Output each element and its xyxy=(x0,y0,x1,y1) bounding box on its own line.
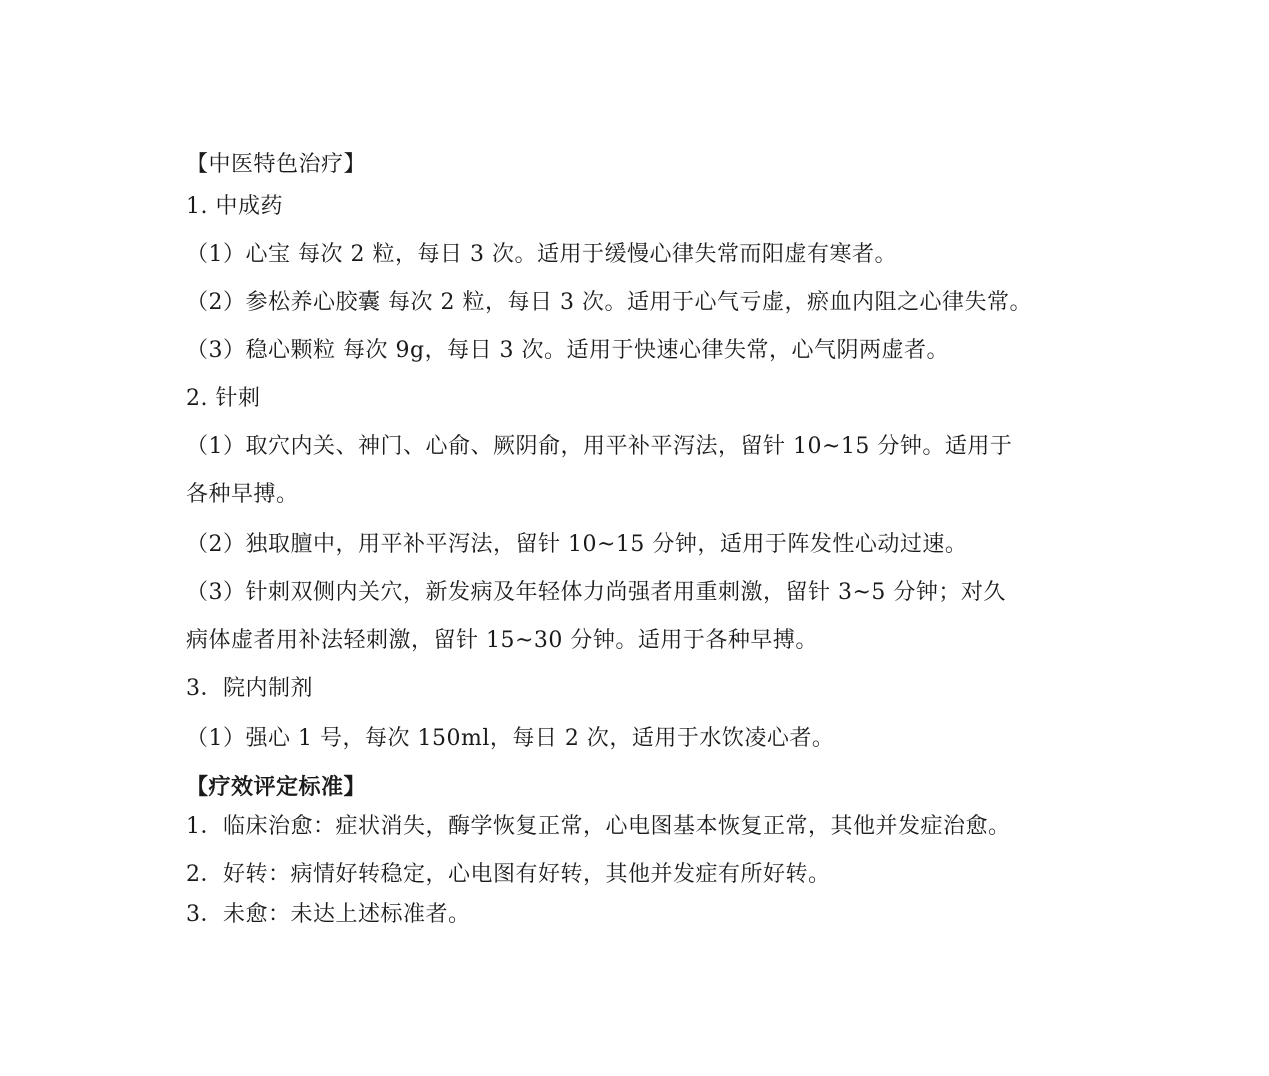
subsection-title-hospital-preparation: 3．院内制剂 xyxy=(186,676,313,701)
section-heading-efficacy-criteria: 【疗效评定标准】 xyxy=(186,774,367,800)
criteria-item-not-cured: 3．未愈：未达上述标准者。 xyxy=(186,902,471,927)
criteria-item-cured: 1．临床治愈：症状消失，酶学恢复正常，心电图基本恢复正常，其他并发症治愈。 xyxy=(186,814,1011,839)
section-heading-tcm-treatment: 【中医特色治疗】 xyxy=(186,152,367,177)
paragraph-acupuncture-1-line1: （1）取穴内关、神门、心俞、厥阴俞，用平补平泻法，留针 10~15 分钟。适用于 xyxy=(186,434,1013,459)
paragraph-acupuncture-3-line1: （3）针刺双侧内关穴，新发病及年轻体力尚强者用重刺激，留针 3~5 分钟；对久 xyxy=(186,580,1006,605)
paragraph-xinbao: （1）心宝 每次 2 粒，每日 3 次。适用于缓慢心律失常而阳虚有寒者。 xyxy=(186,242,897,267)
paragraph-shensong-yangxin: （2）参松养心胶囊 每次 2 粒，每日 3 次。适用于心气亏虚，瘀血内阻之心律失常。 xyxy=(186,290,1032,315)
paragraph-acupuncture-3-line2: 病体虚者用补法轻刺激，留针 15~30 分钟。适用于各种早搏。 xyxy=(186,628,818,653)
paragraph-acupuncture-2: （2）独取膻中，用平补平泻法，留针 10~15 分钟，适用于阵发性心动过速。 xyxy=(186,532,968,557)
paragraph-qiangxin-1: （1）强心 1 号，每次 150ml，每日 2 次，适用于水饮凌心者。 xyxy=(186,726,835,751)
subsection-title-acupuncture: 2. 针刺 xyxy=(186,386,261,411)
paragraph-wenxin-keli: （3）稳心颗粒 每次 9g，每日 3 次。适用于快速心律失常，心气阴两虚者。 xyxy=(186,338,950,363)
paragraph-acupuncture-1-line2: 各种早搏。 xyxy=(186,482,299,507)
criteria-item-improved: 2．好转：病情好转稳定，心电图有好转，其他并发症有所好转。 xyxy=(186,862,831,887)
subsection-title-patent-medicine: 1. 中成药 xyxy=(186,194,283,219)
